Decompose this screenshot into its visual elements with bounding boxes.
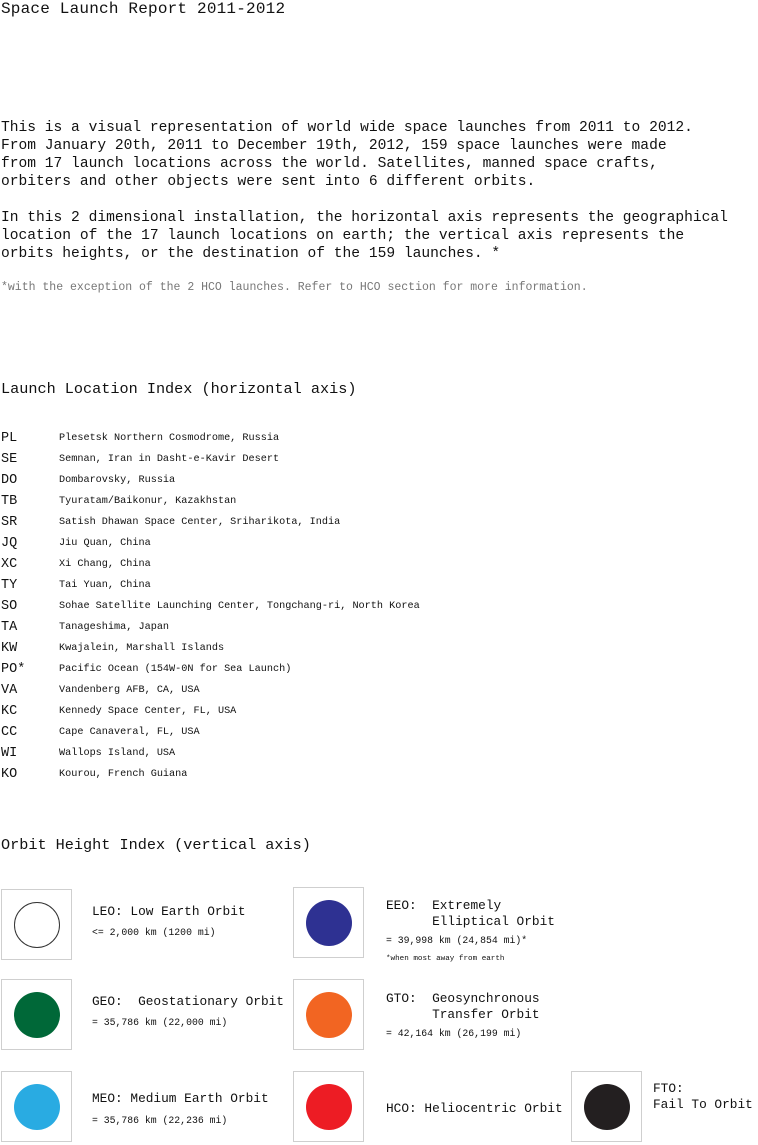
meo-label: MEO: Medium Earth Orbit [92,1091,269,1106]
geo-label: GEO: Geostationary Orbit [92,994,284,1009]
eeo-footnote: *when most away from earth [386,955,505,963]
location-row [0,641,758,662]
location-code: SO [1,599,18,614]
location-row [0,725,758,746]
location-name: Cape Canaveral, FL, USA [59,727,200,738]
location-name: Wallops Island, USA [59,748,176,759]
intro-line: This is a visual representation of world wide space launches from 2011 to 2012. [1,120,693,136]
location-code: TY [1,578,18,593]
orbit-index-heading: Orbit Height Index (vertical axis) [1,836,311,854]
location-code: SR [1,515,18,530]
gto-value: = 42,164 km (26,199 mi) [386,1028,522,1039]
gto-swatch-box [293,979,364,1050]
fto-circle-icon [584,1084,630,1130]
location-code: PO* [1,662,26,677]
location-name: Kourou, French Guiana [59,769,188,780]
fto-label: FTO: Fail To Orbit [653,1081,753,1112]
meo-value: = 35,786 km (22,236 mi) [92,1115,228,1126]
leo-circle-icon [14,902,60,948]
location-row [0,452,758,473]
gto-label: GTO: Geosynchronous Transfer Orbit [386,991,540,1022]
location-code: KW [1,641,18,656]
location-name: Vandenberg AFB, CA, USA [59,685,200,696]
intro-line: from 17 launch locations across the world. Satellites, manned space crafts, [1,156,658,172]
location-name: Kwajalein, Marshall Islands [59,643,225,654]
intro-line: In this 2 dimensional installation, the horizontal axis represents the geographical [1,210,728,226]
location-name: Tai Yuan, China [59,580,151,591]
meo-swatch-box [1,1071,72,1142]
hco-swatch-box [293,1071,364,1142]
location-code: TA [1,620,18,635]
location-row [0,683,758,704]
geo-circle-icon [14,992,60,1038]
location-code: DO [1,473,18,488]
location-code: PL [1,431,18,446]
leo-label: LEO: Low Earth Orbit [92,904,246,919]
location-name: Sohae Satellite Launching Center, Tongchang-ri, North Korea [59,601,420,612]
hco-label: HCO: Heliocentric Orbit [386,1101,563,1116]
intro-footnote: *with the exception of the 2 HCO launches. Refer to HCO section for more information. [1,281,588,294]
location-code: KO [1,767,18,782]
location-index-heading: Launch Location Index (horizontal axis) [1,380,357,398]
location-code: SE [1,452,18,467]
eeo-value: = 39,998 km (24,854 mi)* [386,935,528,946]
location-name: Kennedy Space Center, FL, USA [59,706,237,717]
location-row [0,599,758,620]
leo-value: <= 2,000 km (1200 mi) [92,927,216,938]
location-name: Plesetsk Northern Cosmodrome, Russia [59,433,280,444]
intro-line: location of the 17 launch locations on earth; the vertical axis represents the [1,228,685,244]
location-code: CC [1,725,18,740]
location-row [0,704,758,725]
eeo-swatch-box [293,887,364,958]
location-row [0,578,758,599]
location-name: Satish Dhawan Space Center, Sriharikota, India [59,517,341,528]
hco-circle-icon [306,1084,352,1130]
location-row [0,536,758,557]
intro-line: orbits heights, or the destination of the 159 launches. * [1,246,501,262]
geo-swatch-box [1,979,72,1050]
location-code: TB [1,494,18,509]
location-code: VA [1,683,18,698]
fto-swatch-box [571,1071,642,1142]
location-name: Xi Chang, China [59,559,151,570]
location-row [0,767,758,788]
intro-paragraph-2 [1,209,758,263]
location-name: Jiu Quan, China [59,538,151,549]
location-row [0,662,758,683]
page-title: Space Launch Report 2011-2012 [1,0,286,18]
location-code: WI [1,746,18,761]
meo-circle-icon [14,1084,60,1130]
location-row [0,557,758,578]
location-row [0,473,758,494]
location-row [0,746,758,767]
location-code: XC [1,557,18,572]
location-name: Tyuratam/Baikonur, Kazakhstan [59,496,237,507]
gto-circle-icon [306,992,352,1038]
leo-swatch-box [1,889,72,960]
location-row [0,431,758,452]
location-row [0,494,758,515]
geo-value: = 35,786 km (22,000 mi) [92,1017,228,1028]
location-row [0,515,758,536]
location-name: Dombarovsky, Russia [59,475,176,486]
intro-paragraph-1 [1,119,758,191]
location-code: JQ [1,536,18,551]
eeo-circle-icon [306,900,352,946]
intro-line: orbiters and other objects were sent into 6 different orbits. [1,174,536,190]
location-name: Semnan, Iran in Dasht-e-Kavir Desert [59,454,280,465]
location-name: Pacific Ocean (154W-0N for Sea Launch) [59,664,292,675]
intro-line: From January 20th, 2011 to December 19th, 2012, 159 space launches were made [1,138,667,154]
location-row [0,620,758,641]
location-name: Tanageshima, Japan [59,622,170,633]
location-code: KC [1,704,18,719]
eeo-label: EEO: Extremely Elliptical Orbit [386,898,555,929]
